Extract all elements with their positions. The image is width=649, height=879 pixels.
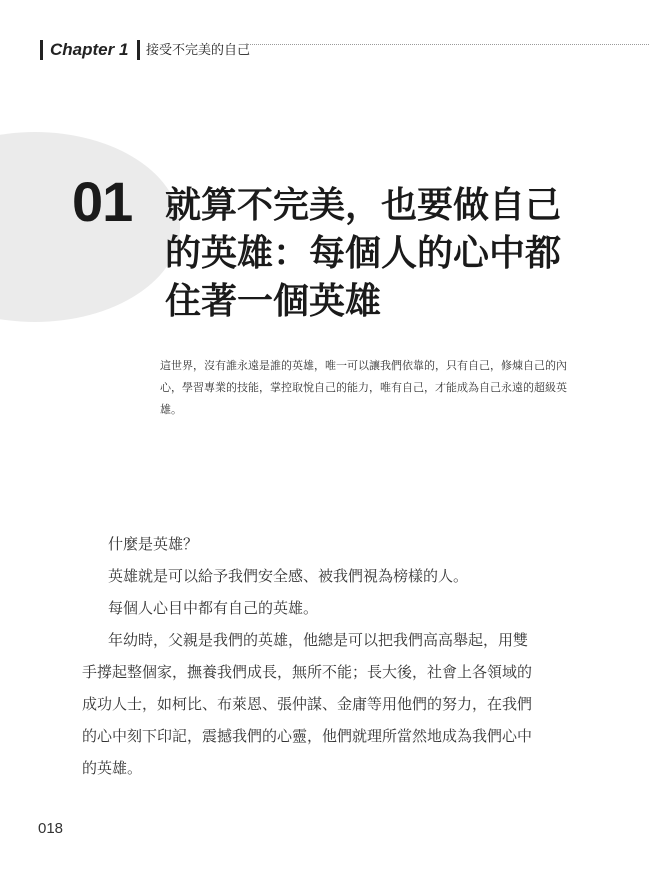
section-abstract: 這世界，沒有誰永遠是誰的英雄，唯一可以讓我們依靠的，只有自己，修煉自己的內心，學習專業的技能，掌控取悅自己的能力，唯有自己，才能成為自己永遠的超級英雄。 [160,359,567,416]
body-paragraph: 什麼是英雄？ [108,535,199,553]
body-paragraph: 年幼時，父親是我們的英雄，他總是可以把我們高高舉起，用雙手撐起整個家，撫養我們成長，無所不能；長大後，社會上各領域的成功人士，如柯比、布萊恩、張仲謀、金庸等用他們的努力，在我們的心中刻下印記，震撼我們的心靈，他們就理所當然地成為我們心中的英雄。 [82,631,533,777]
section-title: 就算不完美，也要做自己的英雄：每個人的心中都住著一個英雄 [165,185,562,322]
chapter-title: 接受不完美的自己 [146,43,251,58]
chapter-label: Chapter 1 [50,40,129,59]
body-paragraph: 每個人心目中都有自己的英雄。 [108,599,319,617]
running-header [40,38,640,62]
section-number: 01 [72,170,133,233]
header-left-bar [40,40,43,60]
header-dotted-rule [245,44,649,45]
body-text [82,528,542,784]
header-divider-bar [137,40,140,60]
body-paragraph: 英雄就是可以給予我們安全感、被我們視為榜樣的人。 [108,567,469,585]
page-number: 018 [38,820,64,837]
